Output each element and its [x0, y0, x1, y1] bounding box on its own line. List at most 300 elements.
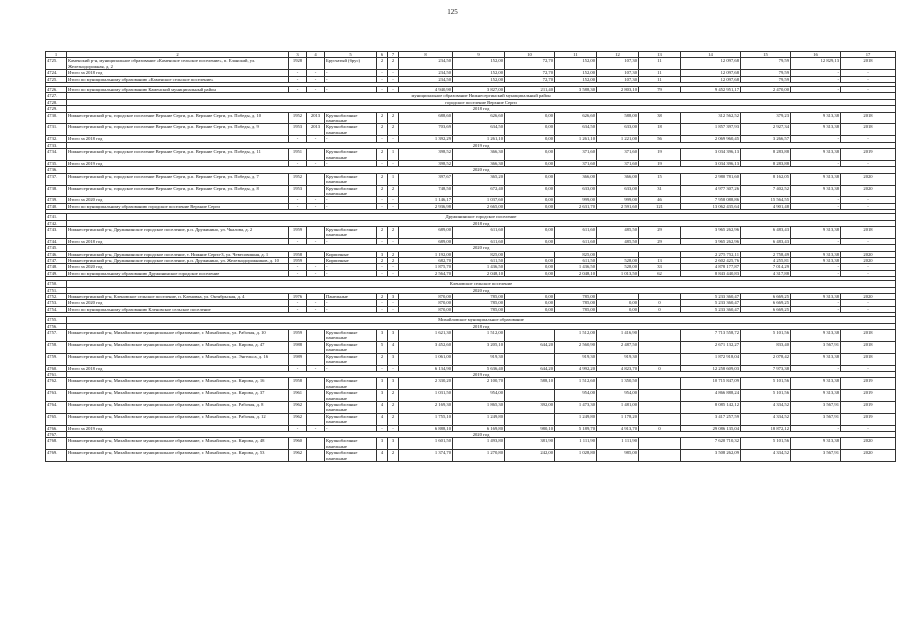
housing-register-table	[45, 51, 896, 462]
table-cell: 588,10	[505, 378, 555, 390]
table-cell: 0,00	[505, 112, 555, 124]
table-cell: 2	[377, 58, 388, 70]
table-cell: 2 602 425,76	[681, 258, 741, 264]
table-cell: 56	[639, 136, 681, 142]
table-cell: -	[791, 197, 841, 203]
table-cell: Крупноблочные панельные	[325, 353, 377, 365]
table-cell	[307, 390, 325, 402]
table-cell: 9 313,38	[791, 149, 841, 161]
row-number: 4751.	[46, 287, 67, 293]
table-cell: 29	[639, 226, 681, 238]
table-cell	[307, 149, 325, 161]
table-cell: -	[377, 160, 388, 166]
table-cell: 2018	[841, 353, 896, 365]
table-cell: 2 665,00	[453, 203, 505, 209]
table-cell: 31	[639, 185, 681, 197]
table-cell: 0,00	[505, 173, 555, 185]
table-cell: 1951	[289, 149, 307, 161]
column-number: 5	[325, 52, 377, 58]
table-cell: -	[388, 425, 399, 431]
table-cell: -	[307, 203, 325, 209]
table-cell: 2018	[841, 341, 896, 353]
section-label: Кленовское сельское поселение	[67, 281, 896, 287]
table-cell: -	[388, 136, 399, 142]
table-cell: 2 671 132,27	[681, 341, 741, 353]
table-cell: 633,00	[597, 185, 639, 197]
table-cell: 3	[377, 390, 388, 402]
table-cell: -	[307, 197, 325, 203]
table-cell: -	[289, 300, 307, 306]
table-cell: 2	[377, 149, 388, 161]
table-cell: 4725.	[46, 76, 67, 82]
table-cell: 107,30	[597, 58, 639, 70]
table-cell: 2019	[841, 149, 896, 161]
row-number: 4736.	[46, 167, 67, 173]
table-cell: Итого за 2019 год	[67, 160, 289, 166]
table-cell: -	[841, 270, 896, 276]
table-cell: 18	[639, 124, 681, 136]
table-cell: 1961	[289, 390, 307, 402]
table-cell: 611,50	[453, 258, 505, 264]
table-cell: 1958	[289, 378, 307, 390]
table-row	[46, 58, 896, 70]
table-cell: 15	[639, 173, 681, 185]
table-cell	[639, 401, 681, 413]
table-cell: 2	[388, 450, 399, 462]
table-cell: 2018	[841, 226, 896, 238]
table-cell: 919,30	[555, 353, 597, 365]
table-cell: -	[307, 87, 325, 93]
table-cell: Нижнесергинский р-н, Михайловское муниципальное образование, г. Михайловск, ул. Кирова, д. 47	[67, 341, 289, 353]
table-cell	[639, 341, 681, 353]
column-number: 12	[597, 52, 639, 58]
table-cell: 3	[388, 353, 399, 365]
row-number: 4742.	[46, 220, 67, 226]
table-cell: Нижнесергинский р-н, Михайловское муниципальное образование, г. Михайловск, ул. Рабочая, д. 8	[67, 401, 289, 413]
table-cell: 2 330,20	[399, 378, 453, 390]
row-number: 4750.	[46, 281, 67, 287]
table-cell: 312 562,52	[681, 112, 741, 124]
table-cell: 5 189,70	[555, 425, 597, 431]
table-cell: 6 483,43	[741, 238, 791, 244]
table-cell: 9 313,38	[791, 378, 841, 390]
table-cell: 3 965 262,96	[681, 226, 741, 238]
table-cell: 1 621,30	[399, 330, 453, 342]
table-cell: 1 178,20	[597, 413, 639, 425]
table-cell: Нижнесергинский р-н, Дружининское городское поселение, т. Нижние Серги-3, ул. Чевесовишня, д. 1	[67, 251, 289, 257]
table-cell: 0,00	[505, 185, 555, 197]
table-cell: 4737.	[46, 173, 67, 185]
table-cell: -	[388, 306, 399, 312]
table-cell: 0,00	[505, 197, 555, 203]
table-cell: 999,00	[597, 197, 639, 203]
table-cell: -	[841, 425, 896, 431]
table-cell: 2 275 752,11	[681, 251, 741, 257]
table-cell: Итого по муниципальному образованию Кленовское сельское поселение	[67, 306, 289, 312]
table-cell: 1 601,50	[399, 438, 453, 450]
table-cell: 2 470,00	[741, 87, 791, 93]
table-cell: -	[325, 306, 377, 312]
table-cell: 2020	[841, 251, 896, 257]
column-number: 17	[841, 52, 896, 58]
row-number: 4767.	[46, 431, 67, 437]
table-cell: -	[289, 136, 307, 142]
table-cell: 4746.	[46, 251, 67, 257]
table-cell: -	[388, 160, 399, 166]
table-cell: 611,60	[453, 238, 505, 244]
table-cell: 485,50	[597, 238, 639, 244]
table-cell: 46	[639, 197, 681, 203]
table-cell: 5 233 360,47	[681, 300, 741, 306]
table-cell: 634,50	[453, 124, 505, 136]
table-cell: 1 392,29	[399, 136, 453, 142]
table-cell: 2019	[841, 378, 896, 390]
table-cell: 2	[377, 294, 388, 300]
table-cell: -	[791, 203, 841, 209]
table-cell: 2	[388, 401, 399, 413]
table-cell: 0,00	[505, 203, 555, 209]
table-cell: 2	[377, 258, 388, 264]
column-number: 8	[399, 52, 453, 58]
table-cell: 2	[388, 251, 399, 257]
table-cell: -	[325, 197, 377, 203]
table-cell: Крупноблочные панельные	[325, 401, 377, 413]
table-cell: 4764.	[46, 401, 67, 413]
row-number: 4741.	[46, 214, 67, 220]
table-cell: 1962	[289, 450, 307, 462]
table-cell: 919,30	[597, 353, 639, 365]
table-cell: 4 913,70	[597, 425, 639, 431]
table-cell: 1 512,00	[555, 330, 597, 342]
section-label: Дружининское городское поселение	[67, 214, 896, 220]
table-cell: 3 034 396,13	[681, 160, 741, 166]
table-cell: 785,00	[555, 294, 597, 300]
column-number: 15	[741, 52, 791, 58]
table-cell: 954,00	[453, 390, 505, 402]
table-cell: -	[289, 365, 307, 371]
table-cell: Крупноблочные панельные	[325, 450, 377, 462]
table-cell: 999,00	[555, 197, 597, 203]
table-cell: 9 313,38	[791, 294, 841, 300]
table-cell: Каменский р-н, муниципальное образование «Каменское сельское поселение», п. Еланский, ул. Железнодорожная, д. 2	[67, 58, 289, 70]
table-cell: 785,00	[453, 294, 505, 300]
table-cell: 381,90	[505, 438, 555, 450]
table-cell: 4 992,20	[555, 365, 597, 371]
table-cell: -	[388, 264, 399, 270]
section-label: 2020 год	[67, 245, 896, 251]
table-cell: 2020	[841, 185, 896, 197]
table-cell: -	[325, 87, 377, 93]
table-cell: 626,60	[555, 112, 597, 124]
table-cell: 4762.	[46, 378, 67, 390]
table-cell: 5 233 360,47	[681, 306, 741, 312]
table-cell: 366,00	[555, 173, 597, 185]
table-cell: 398,52	[399, 149, 453, 161]
table-cell: 211,40	[505, 87, 555, 93]
table-cell	[307, 438, 325, 450]
table-cell: 2 487,50	[597, 341, 639, 353]
column-number: 10	[505, 52, 555, 58]
table-cell: 6 483,43	[741, 226, 791, 238]
table-cell: 1952	[289, 173, 307, 185]
table-cell: 0	[639, 306, 681, 312]
section-label: 2020 год	[67, 167, 896, 173]
table-cell: 5 636,40	[453, 365, 505, 371]
table-cell: 3	[388, 330, 399, 342]
table-cell: 0,00	[597, 300, 639, 306]
table-cell: -	[841, 160, 896, 166]
table-cell	[639, 390, 681, 402]
table-cell: 38	[639, 112, 681, 124]
table-cell: 1 857 397,93	[681, 124, 741, 136]
table-cell: 4763.	[46, 390, 67, 402]
table-cell: 2 758,49	[741, 251, 791, 257]
table-cell: 366,30	[453, 149, 505, 161]
table-cell: 72,70	[505, 76, 555, 82]
table-cell: 4730.	[46, 112, 67, 124]
table-cell: 954,00	[597, 390, 639, 402]
section-label: 2019 год	[67, 142, 896, 148]
table-cell: 4758.	[46, 341, 67, 353]
table-cell: 2 048,10	[555, 270, 597, 276]
table-row	[46, 378, 896, 390]
table-cell: 0,00	[505, 124, 555, 136]
table-cell: Итого по муниципальному образованию Дружининское городское поселение	[67, 270, 289, 276]
table-cell: 4 866 888,24	[681, 390, 741, 402]
table-cell: Нижнесергинский р-н, городское поселение Верхние Серги, р.п. Верхние Серги, ул. Победы, д. 11	[67, 149, 289, 161]
table-cell: Крупноблочные панельные	[325, 226, 377, 238]
section-label: 2018 год	[67, 220, 896, 226]
table-cell: 3	[388, 438, 399, 450]
table-cell: 8 162,05	[741, 173, 791, 185]
table-cell: 72,70	[505, 70, 555, 76]
table-cell: 13	[639, 258, 681, 264]
table-cell: 3 508 262,09	[681, 450, 741, 462]
table-cell: -	[289, 425, 307, 431]
table-cell: -	[377, 87, 388, 93]
table-cell: -	[377, 203, 388, 209]
table-cell: -	[307, 76, 325, 82]
table-cell: -	[791, 70, 841, 76]
table-row	[46, 124, 896, 136]
table-cell: Кирпичные	[325, 251, 377, 257]
table-cell: 528,00	[597, 264, 639, 270]
table-cell: 2 591,60	[597, 203, 639, 209]
table-cell: Итого по муниципальному образованию городское поселение Верхние Серги	[67, 203, 289, 209]
table-cell: Нижнесергинский р-н, Михайловское муниципальное образование, г. Михайловск, ул. Кирова, д. 48	[67, 438, 289, 450]
table-cell: -	[325, 70, 377, 76]
table-cell: -	[289, 160, 307, 166]
table-cell: Нижнесергинский р-н, Дружининское городское поселение, р.п. Дружинино, ул. Чкалова, д. 2	[67, 226, 289, 238]
table-cell: 8 085 142,12	[681, 401, 741, 413]
table-cell	[639, 378, 681, 390]
table-cell: Крупноблочные панельные	[325, 330, 377, 342]
table-row	[46, 330, 896, 342]
row-number: 4745.	[46, 245, 67, 251]
table-cell: 3	[377, 251, 388, 257]
table-cell: 152,00	[453, 76, 505, 82]
table-cell: 2019	[841, 390, 896, 402]
table-cell: 12 097,68	[681, 70, 741, 76]
table-cell: 528,00	[597, 258, 639, 264]
table-cell: 2020	[841, 173, 896, 185]
table-cell: Нижнесергинский р-н, городское поселение Верхние Серги, р.п. Верхние Серги, ул. Победы, д. 9	[67, 124, 289, 136]
table-cell: 4738.	[46, 185, 67, 197]
table-cell: 366,30	[453, 160, 505, 166]
table-cell: 485,50	[597, 226, 639, 238]
table-cell: 234,50	[399, 58, 453, 70]
table-cell: -	[388, 270, 399, 276]
table-cell: -	[307, 264, 325, 270]
table-cell: 2 100,70	[453, 378, 505, 390]
table-cell: 0,00	[597, 306, 639, 312]
table-cell: 0,00	[505, 270, 555, 276]
table-cell	[639, 353, 681, 365]
table-cell: 152,00	[555, 58, 597, 70]
row-number: 4729.	[46, 106, 67, 112]
table-cell: -	[791, 306, 841, 312]
table-cell: 633,00	[597, 124, 639, 136]
column-number: 6	[377, 52, 388, 58]
table-cell: 672,40	[453, 185, 505, 197]
table-cell: 3	[388, 378, 399, 390]
table-cell: 0,00	[505, 306, 555, 312]
table-cell: -	[791, 264, 841, 270]
table-cell: 4743.	[46, 226, 67, 238]
table-cell: 2	[377, 185, 388, 197]
table-cell: 1959	[289, 226, 307, 238]
table-cell: 3 588,30	[555, 87, 597, 93]
table-cell: -	[307, 238, 325, 244]
table-cell: 2 927,34	[741, 124, 791, 136]
table-cell: 611,60	[453, 226, 505, 238]
table-cell: 79,59	[741, 76, 791, 82]
table-cell: 1 221,00	[597, 136, 639, 142]
table-cell: Нижнесергинский р-н, Михайловское муниципальное образование, г. Михайловск, ул. Энгельса, д. 16	[67, 353, 289, 365]
table-cell: -	[388, 197, 399, 203]
table-row	[46, 353, 896, 365]
table-cell: 3 567,91	[791, 341, 841, 353]
table-cell: Крупноблочные панельные	[325, 173, 377, 185]
table-cell: 6 669,25	[741, 300, 791, 306]
table-cell: -	[388, 87, 399, 93]
table-cell: 3 567,91	[791, 413, 841, 425]
table-cell: -	[377, 300, 388, 306]
table-cell: 1	[388, 149, 399, 161]
table-cell: 2020	[841, 450, 896, 462]
table-cell: 1	[388, 173, 399, 185]
table-cell: 152,00	[453, 58, 505, 70]
table-cell: 2 803,10	[597, 87, 639, 93]
table-cell: Нижнесергинский р-н, Кленовское сельское поселение, п. Кленовка, ул. Октябрьская, д. 4	[67, 294, 289, 300]
table-cell: -	[791, 238, 841, 244]
row-number: 4756.	[46, 323, 67, 329]
table-cell: -	[307, 306, 325, 312]
table-cell: -	[377, 365, 388, 371]
table-cell: 1952	[289, 112, 307, 124]
table-cell: Крупноблочные панельные	[325, 378, 377, 390]
table-cell: Итого за 2018 год	[67, 238, 289, 244]
table-row	[46, 341, 896, 353]
table-cell: 1 865,30	[453, 401, 505, 413]
table-cell: 4726.	[46, 87, 67, 93]
table-cell: 4769.	[46, 450, 67, 462]
table-cell: 2018	[841, 58, 896, 70]
table-cell: 1 249,80	[555, 413, 597, 425]
table-cell: 785,00	[555, 306, 597, 312]
table-cell: 366,00	[597, 173, 639, 185]
table-cell: 1 872 918,04	[681, 353, 741, 365]
table-cell: 397,67	[399, 173, 453, 185]
table-cell: 3 034 396,13	[681, 149, 741, 161]
table-cell: 152,00	[555, 70, 597, 76]
table-cell: 4 255,81	[741, 258, 791, 264]
table-cell: 2018	[841, 124, 896, 136]
table-cell: 234,50	[399, 70, 453, 76]
table-cell: -	[289, 270, 307, 276]
table-cell: Нижнесергинский р-н, Михайловское муниципальное образование, г. Михайловск, ул. Кирова, д. 37	[67, 390, 289, 402]
table-cell: 2 936,98	[399, 203, 453, 209]
table-cell: 0,00	[505, 160, 555, 166]
row-number: 4733.	[46, 142, 67, 148]
table-cell: 4 940,90	[399, 87, 453, 93]
table-cell: 4768.	[46, 438, 67, 450]
table-cell: 0	[639, 300, 681, 306]
table-cell: -	[388, 203, 399, 209]
table-cell: 79,59	[741, 58, 791, 70]
table-cell: 9 313,38	[791, 438, 841, 450]
table-cell: Крупноблочные панельные	[325, 438, 377, 450]
table-cell: 379,23	[741, 112, 791, 124]
table-cell: 2	[377, 353, 388, 365]
table-cell: 0,00	[505, 294, 555, 300]
table-cell: Итого за 2018 год	[67, 136, 289, 142]
table-cell: 1 436,50	[453, 264, 505, 270]
table-cell: -	[325, 264, 377, 270]
table-row	[46, 450, 896, 462]
table-cell: 9 452 951,17	[681, 87, 741, 93]
table-cell: -	[841, 306, 896, 312]
table-cell: 4	[377, 450, 388, 462]
table-cell: 4759.	[46, 353, 67, 365]
page-number: 125	[447, 8, 458, 16]
table-cell: Крупноблочные панельные	[325, 390, 377, 402]
table-cell: 2 169,30	[399, 401, 453, 413]
table-cell	[307, 353, 325, 365]
table-cell	[307, 226, 325, 238]
table-cell: 8 283,88	[741, 149, 791, 161]
table-cell: 19	[639, 149, 681, 161]
table-cell	[307, 330, 325, 342]
table-cell: 3	[377, 378, 388, 390]
table-cell: 1 374,70	[399, 450, 453, 462]
table-cell: 5 101,56	[741, 330, 791, 342]
table-cell: 4	[377, 413, 388, 425]
table-cell: 9 313,38	[791, 251, 841, 257]
table-row	[46, 149, 896, 161]
table-cell: 785,00	[453, 306, 505, 312]
table-cell: 785,00	[555, 300, 597, 306]
table-cell: 2	[388, 112, 399, 124]
table-row	[46, 173, 896, 185]
table-cell: 12 097,68	[681, 58, 741, 70]
table-cell: 1989	[289, 353, 307, 365]
table-cell: 0,00	[505, 264, 555, 270]
table-cell: 611,50	[555, 258, 597, 264]
table-cell: 4747.	[46, 258, 67, 264]
table-cell: 1 037,60	[453, 197, 505, 203]
table-cell: 12 829,13	[791, 58, 841, 70]
